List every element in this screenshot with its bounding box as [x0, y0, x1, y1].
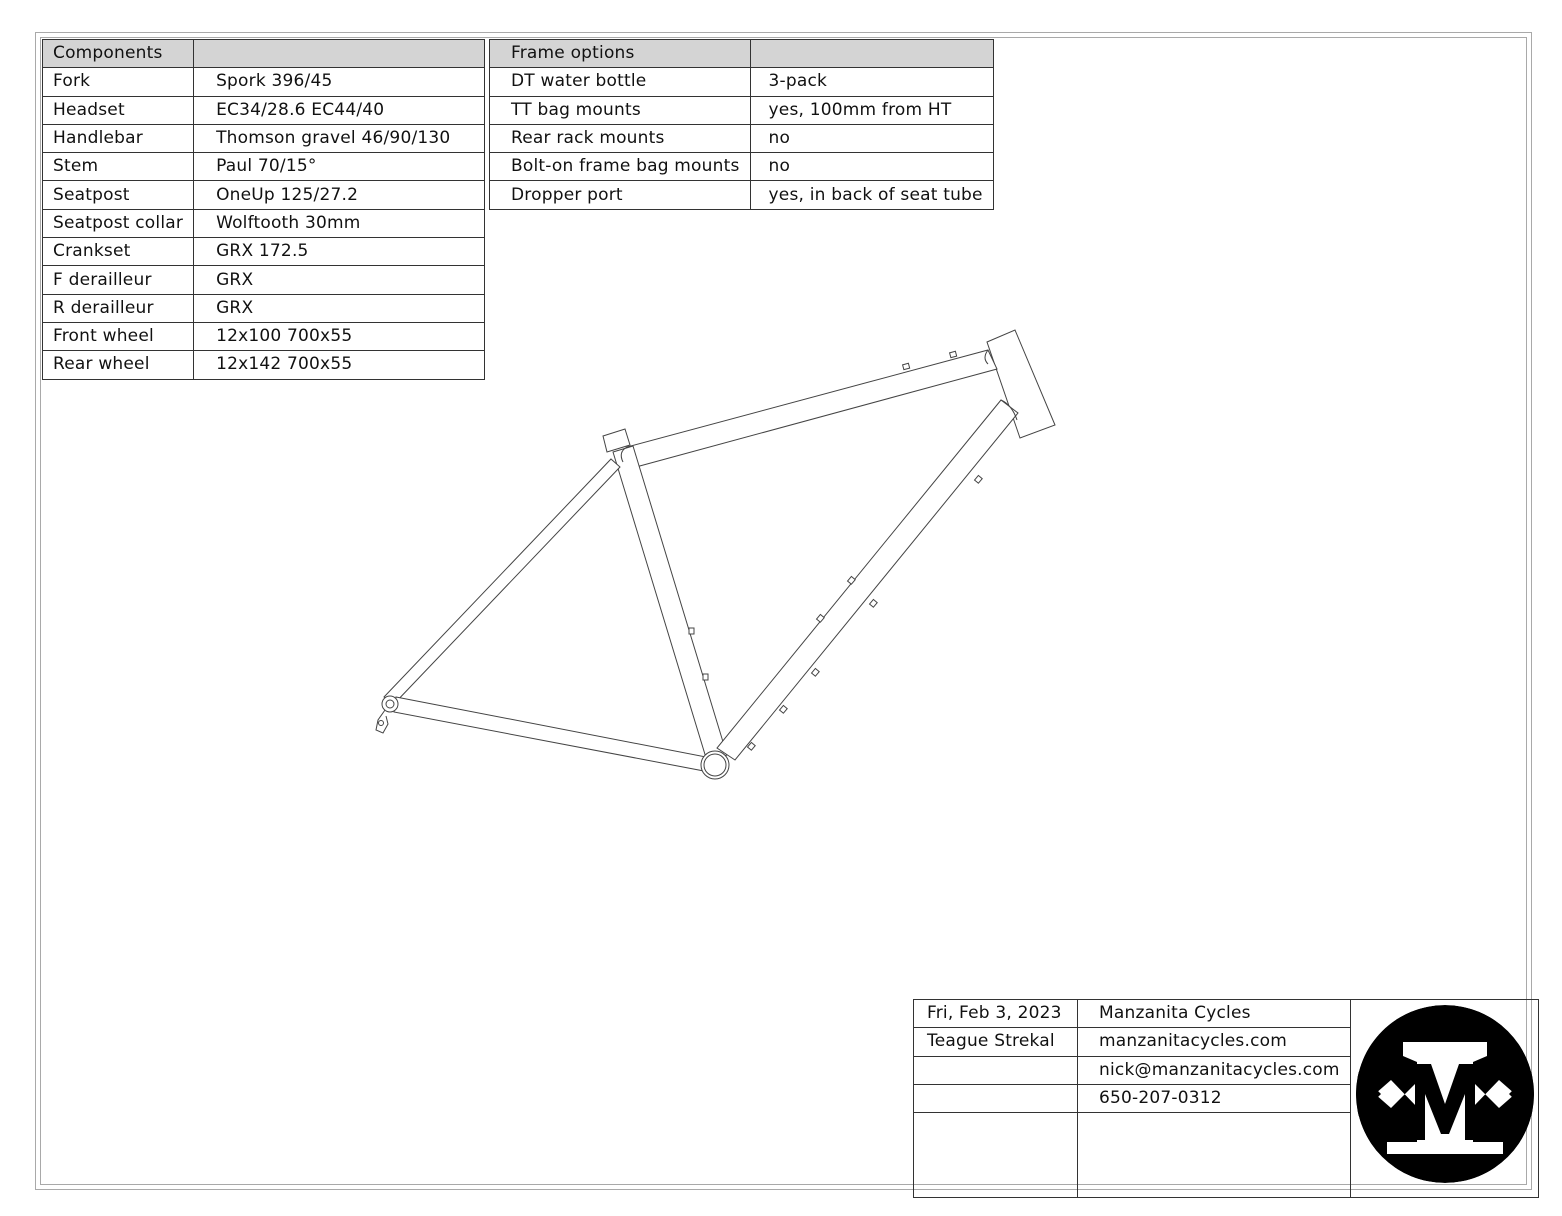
down-tube: [717, 400, 1018, 760]
component-label: Stem: [43, 153, 194, 181]
table-row: [490, 68, 994, 96]
empty-cell: [914, 1113, 1078, 1198]
frame-option-label: Dropper port: [490, 181, 751, 209]
dt-boss: [780, 705, 788, 713]
component-label: F derailleur: [43, 266, 194, 294]
components-header-label: Components: [43, 40, 194, 68]
table-row: [43, 153, 485, 181]
st-boss: [703, 674, 708, 680]
table-row: [490, 124, 994, 152]
company-website: manzanitacycles.com: [1078, 1028, 1351, 1056]
component-label: Front wheel: [43, 322, 194, 350]
frame-options-header-value: [750, 40, 993, 68]
st-boss: [689, 628, 694, 634]
empty-cell: [914, 1056, 1078, 1084]
bottom-bracket-shell: [701, 751, 729, 779]
component-label: Handlebar: [43, 124, 194, 152]
component-label: Rear wheel: [43, 351, 194, 379]
title-block: [913, 999, 1539, 1198]
component-label: R derailleur: [43, 294, 194, 322]
seat-tube: [613, 446, 727, 761]
table-row: [43, 68, 485, 96]
component-value: EC34/28.6 EC44/40: [194, 96, 485, 124]
company-name: Manzanita Cycles: [1078, 1000, 1351, 1028]
table-row: [43, 294, 485, 322]
table-row: [490, 153, 994, 181]
seat-stay: [384, 459, 620, 705]
company-phone: 650-207-0312: [1078, 1084, 1351, 1112]
dt-boss: [812, 668, 820, 676]
title-block-row: [914, 1000, 1539, 1028]
bicycle-frame-line-drawing: [360, 320, 1080, 800]
top-tube: [627, 350, 997, 467]
frame-option-value: 3-pack: [750, 68, 993, 96]
table-row: [490, 96, 994, 124]
component-value: Wolftooth 30mm: [194, 209, 485, 237]
frame-option-label: TT bag mounts: [490, 96, 751, 124]
frame-option-value: yes, in back of seat tube: [750, 181, 993, 209]
frame-option-label: Rear rack mounts: [490, 124, 751, 152]
rear-dropout: [382, 696, 398, 712]
derailleur-hanger: [376, 710, 388, 733]
component-value: Thomson gravel 46/90/130: [194, 124, 485, 152]
frame-option-label: Bolt-on frame bag mounts: [490, 153, 751, 181]
logo-cell: [1351, 1000, 1539, 1198]
tt-boss: [950, 351, 957, 357]
manzanita-m-logo-icon: [1353, 1002, 1537, 1186]
component-label: Seatpost collar: [43, 209, 194, 237]
tt-boss: [903, 363, 910, 369]
frame-options-header-row: [490, 40, 994, 68]
company-email: nick@manzanitacycles.com: [1078, 1056, 1351, 1084]
table-row: [43, 238, 485, 266]
frame-options-header-label: Frame options: [490, 40, 751, 68]
component-label: Seatpost: [43, 181, 194, 209]
component-label: Fork: [43, 68, 194, 96]
component-label: Headset: [43, 96, 194, 124]
component-value: 12x100 700x55: [194, 322, 485, 350]
table-row: [43, 209, 485, 237]
components-header-row: [43, 40, 485, 68]
chain-stay: [394, 697, 706, 771]
dt-boss: [975, 475, 983, 483]
table-row: [43, 181, 485, 209]
frame-option-value: yes, 100mm from HT: [750, 96, 993, 124]
component-value: GRX 172.5: [194, 238, 485, 266]
component-value: Spork 396/45: [194, 68, 485, 96]
dt-boss: [870, 599, 878, 607]
table-row: [43, 266, 485, 294]
component-value: GRX: [194, 294, 485, 322]
components-header-value: [194, 40, 485, 68]
table-row: [43, 96, 485, 124]
frame-option-value: no: [750, 124, 993, 152]
component-value: GRX: [194, 266, 485, 294]
component-value: Paul 70/15°: [194, 153, 485, 181]
empty-cell: [1078, 1113, 1351, 1198]
table-row: [490, 181, 994, 209]
customer-name: Teague Strekal: [914, 1028, 1078, 1056]
frame-options-table: [489, 39, 994, 210]
drawing-date: Fri, Feb 3, 2023: [914, 1000, 1078, 1028]
frame-option-label: DT water bottle: [490, 68, 751, 96]
table-row: [43, 124, 485, 152]
component-value: 12x142 700x55: [194, 351, 485, 379]
frame-option-value: no: [750, 153, 993, 181]
component-label: Crankset: [43, 238, 194, 266]
empty-cell: [914, 1084, 1078, 1112]
component-value: OneUp 125/27.2: [194, 181, 485, 209]
